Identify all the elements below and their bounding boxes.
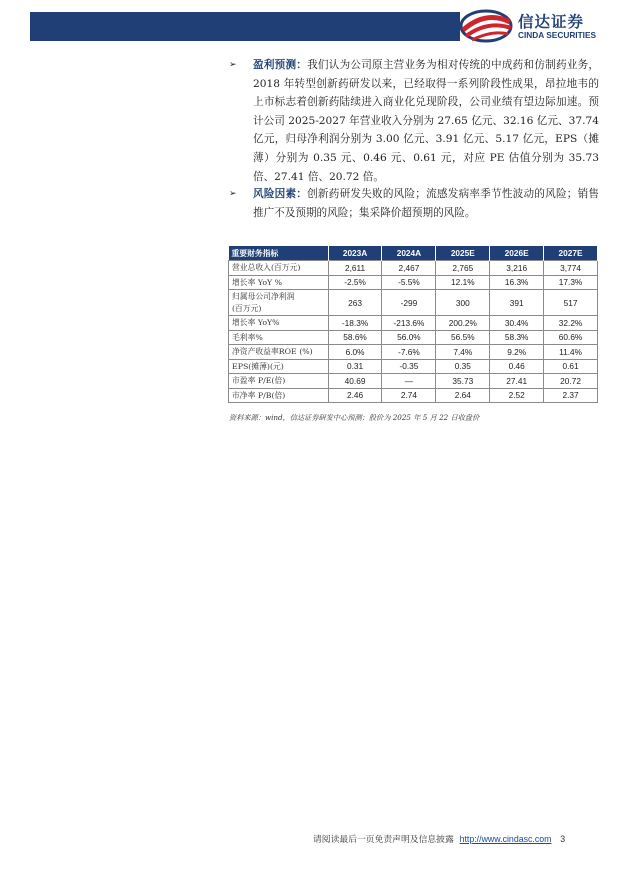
table-cell: 58.6% xyxy=(328,330,382,345)
row-label: 毛利率% xyxy=(229,330,329,345)
table-header-cell: 重要财务指标 xyxy=(229,246,329,261)
table-row xyxy=(229,316,598,331)
table-cell: 517 xyxy=(544,290,598,316)
disclaimer-notice: 请阅读最后一页免责声明及信息披露 xyxy=(313,835,454,845)
table-cell: 40.69 xyxy=(328,374,382,389)
table-row xyxy=(229,275,598,290)
bullet-text: 我们认为公司原主营业务为相对传统的中成药和仿制药业务，2018 年转型创新药研发以来，已经取得一系列阶段性成果，昂拉地韦的上市标志着创新药陆续进入商业化兑现阶段，公司业绩有望边际加速。预计公司 2025-2027 年营业收入分别为 27.65 亿元、32.16 亿元、37.74 亿元，归母净利润分别为 3.00 亿元、3.91 亿元、5.17 亿元，EPS（摊薄）分别为 0.35 元、0.46 元、0.61 元，对应 PE 估值分别为 35.73 倍、27.41 倍、20.72 倍。 xyxy=(253,59,600,183)
row-label: 增长率 YoY % xyxy=(229,275,329,290)
table-header-cell: 2027E xyxy=(544,246,598,261)
table-cell: 30.4% xyxy=(490,316,544,331)
table-cell: 2,467 xyxy=(382,261,436,276)
financial-metrics-table xyxy=(228,246,598,403)
table-row xyxy=(229,290,598,316)
table-cell: 263 xyxy=(328,290,382,316)
table-cell: 17.3% xyxy=(544,275,598,290)
table-cell: 7.4% xyxy=(436,345,490,360)
company-logo xyxy=(458,8,618,44)
row-label: 市盈率 P/E(倍) xyxy=(229,374,329,389)
table-cell: 2.52 xyxy=(490,388,544,403)
table-cell: 16.3% xyxy=(490,275,544,290)
row-label-line: (百万元) xyxy=(232,303,262,313)
earnings-forecast-bullet xyxy=(229,56,599,186)
table-row xyxy=(229,345,598,360)
table-header-cell: 2025E xyxy=(436,246,490,261)
table-header-row xyxy=(229,246,598,261)
table-cell: 32.2% xyxy=(544,316,598,331)
table-cell: 56.5% xyxy=(436,330,490,345)
table-cell: 2,611 xyxy=(328,261,382,276)
table-cell: 35.73 xyxy=(436,374,490,389)
table-cell: -299 xyxy=(382,290,436,316)
table-row xyxy=(229,330,598,345)
website-link[interactable]: http://www.cindasc.com xyxy=(459,834,552,844)
logo-text-cn: 信达证券 xyxy=(518,13,585,31)
page-number: 3 xyxy=(560,834,566,844)
row-label: 市净率 P/B(倍) xyxy=(229,388,329,403)
table-header-cell: 2026E xyxy=(490,246,544,261)
table-cell: 12.1% xyxy=(436,275,490,290)
table-cell: -5.5% xyxy=(382,275,436,290)
table-row xyxy=(229,261,598,276)
table-cell: 11.4% xyxy=(544,345,598,360)
bullet-text: 创新药研发失败的风险；流感发病率季节性波动的风险；销售推广不及预期的风险；集采降价超预期的风险。 xyxy=(253,188,600,219)
table-cell: 58.3% xyxy=(490,330,544,345)
table-cell: 0.61 xyxy=(544,359,598,374)
table-cell: -2.5% xyxy=(328,275,382,290)
table-cell: -7.6% xyxy=(382,345,436,360)
table-cell: 0.31 xyxy=(328,359,382,374)
row-label: EPS(摊薄)(元) xyxy=(229,359,329,374)
table-cell: 27.41 xyxy=(490,374,544,389)
table-cell: 60.6% xyxy=(544,330,598,345)
header-bar xyxy=(30,12,460,41)
data-source-note: 资料来源：wind，信达证券研发中心预测；股价为 2025 年 5 月 22 日收盘价 xyxy=(229,413,480,422)
table-row xyxy=(229,374,598,389)
table-cell: -0.35 xyxy=(382,359,436,374)
cinda-logo-icon xyxy=(458,8,516,44)
row-label xyxy=(229,290,329,316)
table-row xyxy=(229,388,598,403)
table-cell: -213.6% xyxy=(382,316,436,331)
table-cell: 2.46 xyxy=(328,388,382,403)
arrow-bullet-icon: ➢ xyxy=(229,60,237,70)
table-cell: 56.0% xyxy=(382,330,436,345)
table-cell: -18.3% xyxy=(328,316,382,331)
table-header-cell: 2023A xyxy=(328,246,382,261)
row-label-line: 归属母公司净利润 xyxy=(232,291,295,301)
table-cell: 9.2% xyxy=(490,345,544,360)
row-label: 营业总收入(百万元) xyxy=(229,261,329,276)
row-label: 增长率 YoY% xyxy=(229,316,329,331)
arrow-bullet-icon: ➢ xyxy=(229,189,237,199)
table-header-cell: 2024A xyxy=(382,246,436,261)
row-label: 净资产收益率ROE (%) xyxy=(229,345,329,360)
table-cell: — xyxy=(382,374,436,389)
bullet-lead: 盈利预测： xyxy=(253,59,308,71)
page-footer xyxy=(313,832,565,845)
table-row xyxy=(229,359,598,374)
bullet-lead: 风险因素： xyxy=(253,188,308,200)
table-cell: 2.74 xyxy=(382,388,436,403)
table-cell: 2.64 xyxy=(436,388,490,403)
table-cell: 300 xyxy=(436,290,490,316)
logo-text-en: CINDA SECURITIES xyxy=(518,30,597,40)
table-cell: 200.2% xyxy=(436,316,490,331)
table-cell: 20.72 xyxy=(544,374,598,389)
table-cell: 0.35 xyxy=(436,359,490,374)
table-cell: 0.46 xyxy=(490,359,544,374)
table-cell: 3,216 xyxy=(490,261,544,276)
table-cell: 2,765 xyxy=(436,261,490,276)
table-cell: 3,774 xyxy=(544,261,598,276)
table-cell: 391 xyxy=(490,290,544,316)
risk-factors-bullet xyxy=(229,185,599,222)
table-cell: 2.37 xyxy=(544,388,598,403)
table-cell: 6.0% xyxy=(328,345,382,360)
